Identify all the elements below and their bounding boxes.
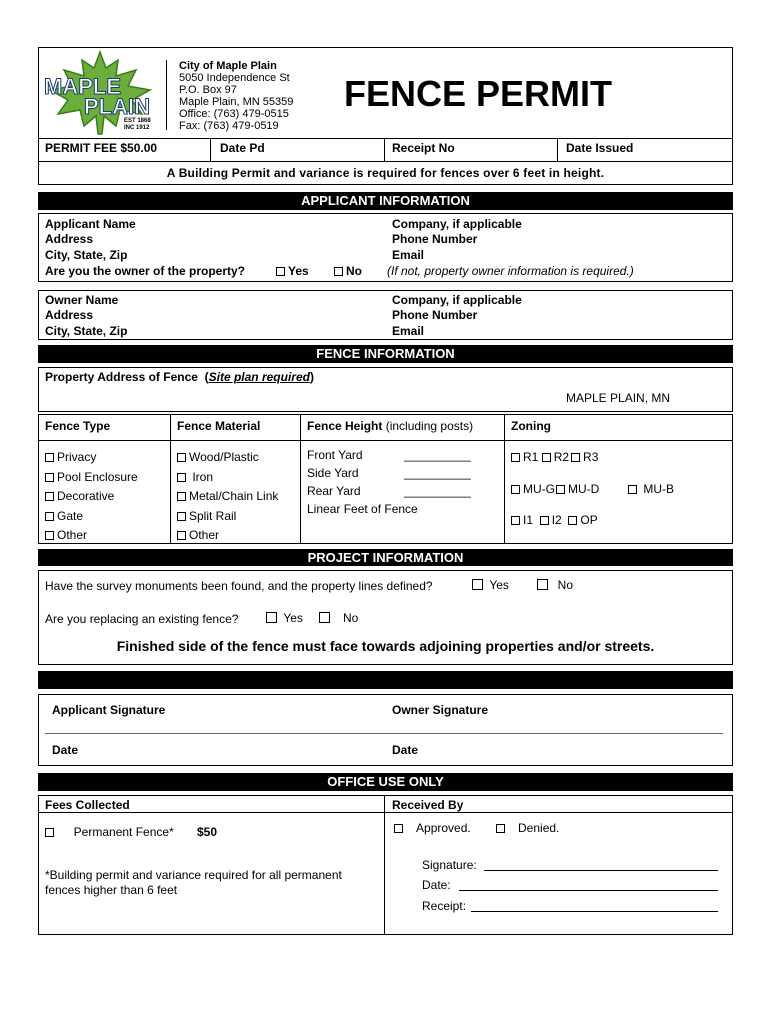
zoning-row-3: [511, 513, 598, 527]
replace-yes-label: Yes: [283, 611, 303, 625]
zoning-i2[interactable]: [540, 513, 562, 527]
material-iron[interactable]: [177, 470, 213, 484]
checkbox[interactable]: [511, 516, 520, 525]
owner-name-label[interactable]: Owner Name: [45, 293, 119, 307]
header-divider: [166, 60, 167, 130]
zoning-r3-label: R3: [583, 450, 599, 464]
checkbox[interactable]: [511, 453, 520, 462]
owner-phone-label[interactable]: Phone Number: [392, 308, 478, 322]
zoning-mud-label: MU-D: [568, 482, 600, 496]
office-header-line: [38, 812, 733, 813]
checkbox[interactable]: [571, 453, 580, 462]
checkbox[interactable]: [45, 531, 54, 540]
page-title: FENCE PERMIT: [344, 73, 613, 114]
checkbox[interactable]: [511, 485, 520, 494]
checkbox[interactable]: [45, 453, 54, 462]
zoning-r1-label: R1: [523, 450, 539, 464]
fees-collected-label: Fees Collected: [45, 798, 130, 812]
survey-yes-option[interactable]: [472, 578, 509, 592]
fence-type-label: Other: [57, 528, 88, 542]
height-front-yard: Front Yard: [307, 448, 363, 462]
height-rear-yard: Rear Yard: [307, 484, 361, 498]
fence-table: [38, 414, 733, 544]
fee-row-divider-1: [210, 138, 211, 162]
owner-question: Are you the owner of the property?: [45, 264, 246, 278]
permit-notice: A Building Permit and variance is required for fences over 6 feet in height.: [166, 166, 605, 180]
zoning-op-label: OP: [580, 513, 598, 527]
col-fence-type: Fence Type: [45, 419, 111, 433]
permanent-fence-fee: $50: [197, 825, 218, 839]
fence-type-pool[interactable]: [45, 470, 138, 484]
maple-plain-logo: [40, 48, 160, 138]
survey-yes-checkbox[interactable]: [472, 579, 483, 590]
owner-date-label[interactable]: Date: [392, 743, 419, 757]
zoning-mu-g[interactable]: [511, 482, 555, 496]
survey-yes-label: Yes: [489, 578, 509, 592]
applicant-city-label[interactable]: City, State, Zip: [45, 248, 128, 262]
office-signature-line[interactable]: [484, 870, 718, 871]
checkbox[interactable]: [628, 485, 637, 494]
material-label: Iron: [192, 470, 214, 484]
survey-question: Have the survey monuments been found, and the property lines defined?: [45, 579, 433, 593]
owner-note: (If not, property owner information is required.): [387, 264, 634, 278]
office-col-divider: [384, 795, 385, 935]
material-label: Wood/Plastic: [189, 450, 259, 464]
owner-company-label[interactable]: Company, if applicable: [392, 293, 522, 307]
replace-no-checkbox[interactable]: [319, 612, 330, 623]
address-line2: P.O. Box 97: [179, 84, 237, 96]
zoning-mu-d[interactable]: [555, 482, 599, 496]
replace-no-option[interactable]: [319, 611, 358, 625]
fence-info-header: FENCE INFORMATION: [38, 345, 733, 363]
owner-yes-checkbox[interactable]: [276, 267, 285, 276]
owner-no-label: No: [346, 264, 362, 278]
office-signature-label: Signature:: [422, 858, 477, 872]
fence-type-label: Gate: [57, 509, 84, 523]
fence-col-divider-1: [170, 414, 171, 544]
permanent-fence-label: Permanent Fence*: [73, 825, 174, 839]
fence-type-privacy[interactable]: [45, 450, 96, 464]
col-fence-height-rest: (including posts): [385, 419, 474, 433]
applicant-address-label[interactable]: Address: [45, 232, 94, 246]
height-side-blank[interactable]: __________: [404, 466, 471, 480]
material-label: Other: [189, 528, 220, 542]
replace-yes-checkbox[interactable]: [266, 612, 277, 623]
permit-fee: PERMIT FEE $50.00: [45, 141, 158, 155]
finished-side-notice: Finished side of the fence must face towards adjoining properties and/or streets.: [116, 638, 655, 654]
signature-line: [45, 733, 723, 734]
owner-no-option[interactable]: [334, 264, 362, 278]
zoning-mub-label: MU-B: [643, 482, 675, 496]
replace-no-label: No: [343, 611, 359, 625]
checkbox[interactable]: [542, 453, 551, 462]
zoning-i2-label: I2: [551, 513, 562, 527]
denied-label: Denied.: [518, 821, 560, 835]
owner-no-checkbox[interactable]: [334, 267, 343, 276]
material-other[interactable]: [177, 528, 219, 542]
site-plan-required: Site plan required: [208, 370, 310, 384]
applicant-name-label[interactable]: Applicant Name: [45, 217, 136, 231]
height-front-blank[interactable]: __________: [404, 448, 471, 462]
fence-type-decorative[interactable]: [45, 489, 114, 503]
checkbox[interactable]: [540, 516, 549, 525]
approved-label: Approved.: [416, 821, 471, 835]
applicant-email-label[interactable]: Email: [392, 248, 425, 262]
zoning-r2-label: R2: [553, 450, 570, 464]
checkbox[interactable]: [177, 473, 186, 482]
fax-number: Fax: (763) 479-0519: [179, 120, 279, 132]
address-line3: Maple Plain, MN 55359: [179, 96, 294, 108]
fence-type-gate[interactable]: [45, 509, 83, 523]
checkbox[interactable]: [177, 512, 186, 521]
fence-col-divider-3: [504, 414, 505, 544]
material-wood[interactable]: [177, 450, 259, 464]
property-address-text: Property Address of Fence: [45, 370, 198, 384]
owner-address-label[interactable]: Address: [45, 308, 94, 322]
applicant-phone-label[interactable]: Phone Number: [392, 232, 478, 246]
fence-type-label: Decorative: [57, 489, 115, 503]
replace-question: Are you replacing an existing fence?: [45, 612, 239, 626]
material-label: Split Rail: [189, 509, 237, 523]
zoning-row-2: [511, 482, 599, 496]
zoning-r1[interactable]: [511, 450, 538, 464]
owner-yes-label: Yes: [288, 264, 309, 278]
zoning-mug-label: MU-G: [523, 482, 555, 496]
project-info-header: PROJECT INFORMATION: [38, 549, 733, 566]
col-fence-material: Fence Material: [177, 419, 261, 433]
address-line1: 5050 Independence St: [179, 72, 290, 84]
office-box: [38, 795, 733, 935]
col-zoning: Zoning: [511, 419, 551, 433]
checkbox[interactable]: [45, 492, 54, 501]
date-paid-label: Date Pd: [220, 141, 265, 155]
received-by-label: Received By: [392, 798, 464, 812]
office-date-label: Date:: [422, 878, 451, 892]
survey-no-checkbox[interactable]: [537, 579, 548, 590]
checkbox[interactable]: [45, 473, 54, 482]
checkbox[interactable]: [556, 485, 565, 494]
fence-col-divider-2: [300, 414, 301, 544]
height-rear-blank[interactable]: __________: [404, 484, 471, 498]
checkbox[interactable]: [177, 492, 186, 501]
applicant-signature-label[interactable]: Applicant Signature: [52, 703, 166, 717]
permanent-fence-option[interactable]: [45, 825, 174, 839]
logo-est: EST 1868: [124, 118, 151, 124]
applicant-date-label[interactable]: Date: [52, 743, 79, 757]
permanent-fence-checkbox[interactable]: [45, 828, 54, 837]
applicant-info-header: APPLICANT INFORMATION: [38, 192, 733, 210]
material-label: Metal/Chain Link: [189, 489, 279, 503]
city-name: City of Maple Plain: [179, 60, 277, 72]
owner-city-label[interactable]: City, State, Zip: [45, 324, 128, 338]
zoning-op[interactable]: [568, 513, 597, 527]
col-fence-height-bold: Fence Height: [307, 419, 383, 433]
survey-no-option[interactable]: [537, 578, 573, 592]
owner-email-label[interactable]: Email: [392, 324, 425, 338]
owner-yes-option[interactable]: [276, 264, 309, 278]
material-split-rail[interactable]: [177, 509, 236, 523]
fence-table-header-line: [38, 440, 733, 441]
zoning-mu-b[interactable]: [628, 482, 674, 496]
fence-type-label: Pool Enclosure: [57, 470, 138, 484]
checkbox[interactable]: [568, 516, 577, 525]
office-date-line[interactable]: [459, 890, 718, 891]
receipt-no-label: Receipt No: [392, 141, 455, 155]
col-fence-height: [307, 419, 473, 433]
date-issued-label: Date Issued: [566, 141, 634, 155]
office-use-header: OFFICE USE ONLY: [38, 773, 733, 791]
property-address-label[interactable]: Property Address of Fence (Site plan required): [45, 370, 314, 384]
zoning-i1[interactable]: [511, 513, 533, 527]
signature-header-bar: [38, 671, 733, 689]
checkbox[interactable]: [177, 531, 186, 540]
fence-type-label: Privacy: [57, 450, 97, 464]
zoning-r2[interactable]: [542, 450, 569, 464]
owner-box: [38, 290, 733, 340]
zoning-row-1: [511, 450, 598, 464]
survey-no-label: No: [557, 578, 574, 592]
fee-row-divider-2: [384, 138, 385, 162]
logo-inc: INC 1912: [124, 125, 150, 131]
applicant-company-label[interactable]: Company, if applicable: [392, 217, 522, 231]
fence-type-other[interactable]: [45, 528, 87, 542]
denied-option[interactable]: [496, 821, 559, 835]
height-linear-feet: Linear Feet of Fence: [307, 502, 418, 516]
approved-option[interactable]: [394, 821, 471, 835]
office-phone: Office: (763) 479-0515: [179, 108, 289, 120]
zoning-i1-label: I1: [523, 513, 534, 527]
material-metal[interactable]: [177, 489, 278, 503]
checkbox[interactable]: [45, 512, 54, 521]
city-suffix: MAPLE PLAIN, MN: [566, 391, 671, 405]
approved-checkbox[interactable]: [394, 824, 403, 833]
denied-checkbox[interactable]: [496, 824, 505, 833]
logo-text-maple: MAPLE: [44, 74, 121, 99]
checkbox[interactable]: [177, 453, 186, 462]
fee-row-divider-3: [557, 138, 558, 162]
office-receipt-line[interactable]: [471, 911, 718, 912]
replace-yes-option[interactable]: [266, 611, 303, 625]
logo-text-plain: PLAIN: [84, 94, 150, 119]
height-side-yard: Side Yard: [307, 466, 359, 480]
office-receipt-label: Receipt:: [422, 899, 467, 913]
office-footnote: *Building permit and variance required for all permanent fences higher than 6 feet: [45, 868, 342, 897]
owner-signature-label[interactable]: Owner Signature: [392, 703, 489, 717]
zoning-r3[interactable]: [569, 450, 598, 464]
